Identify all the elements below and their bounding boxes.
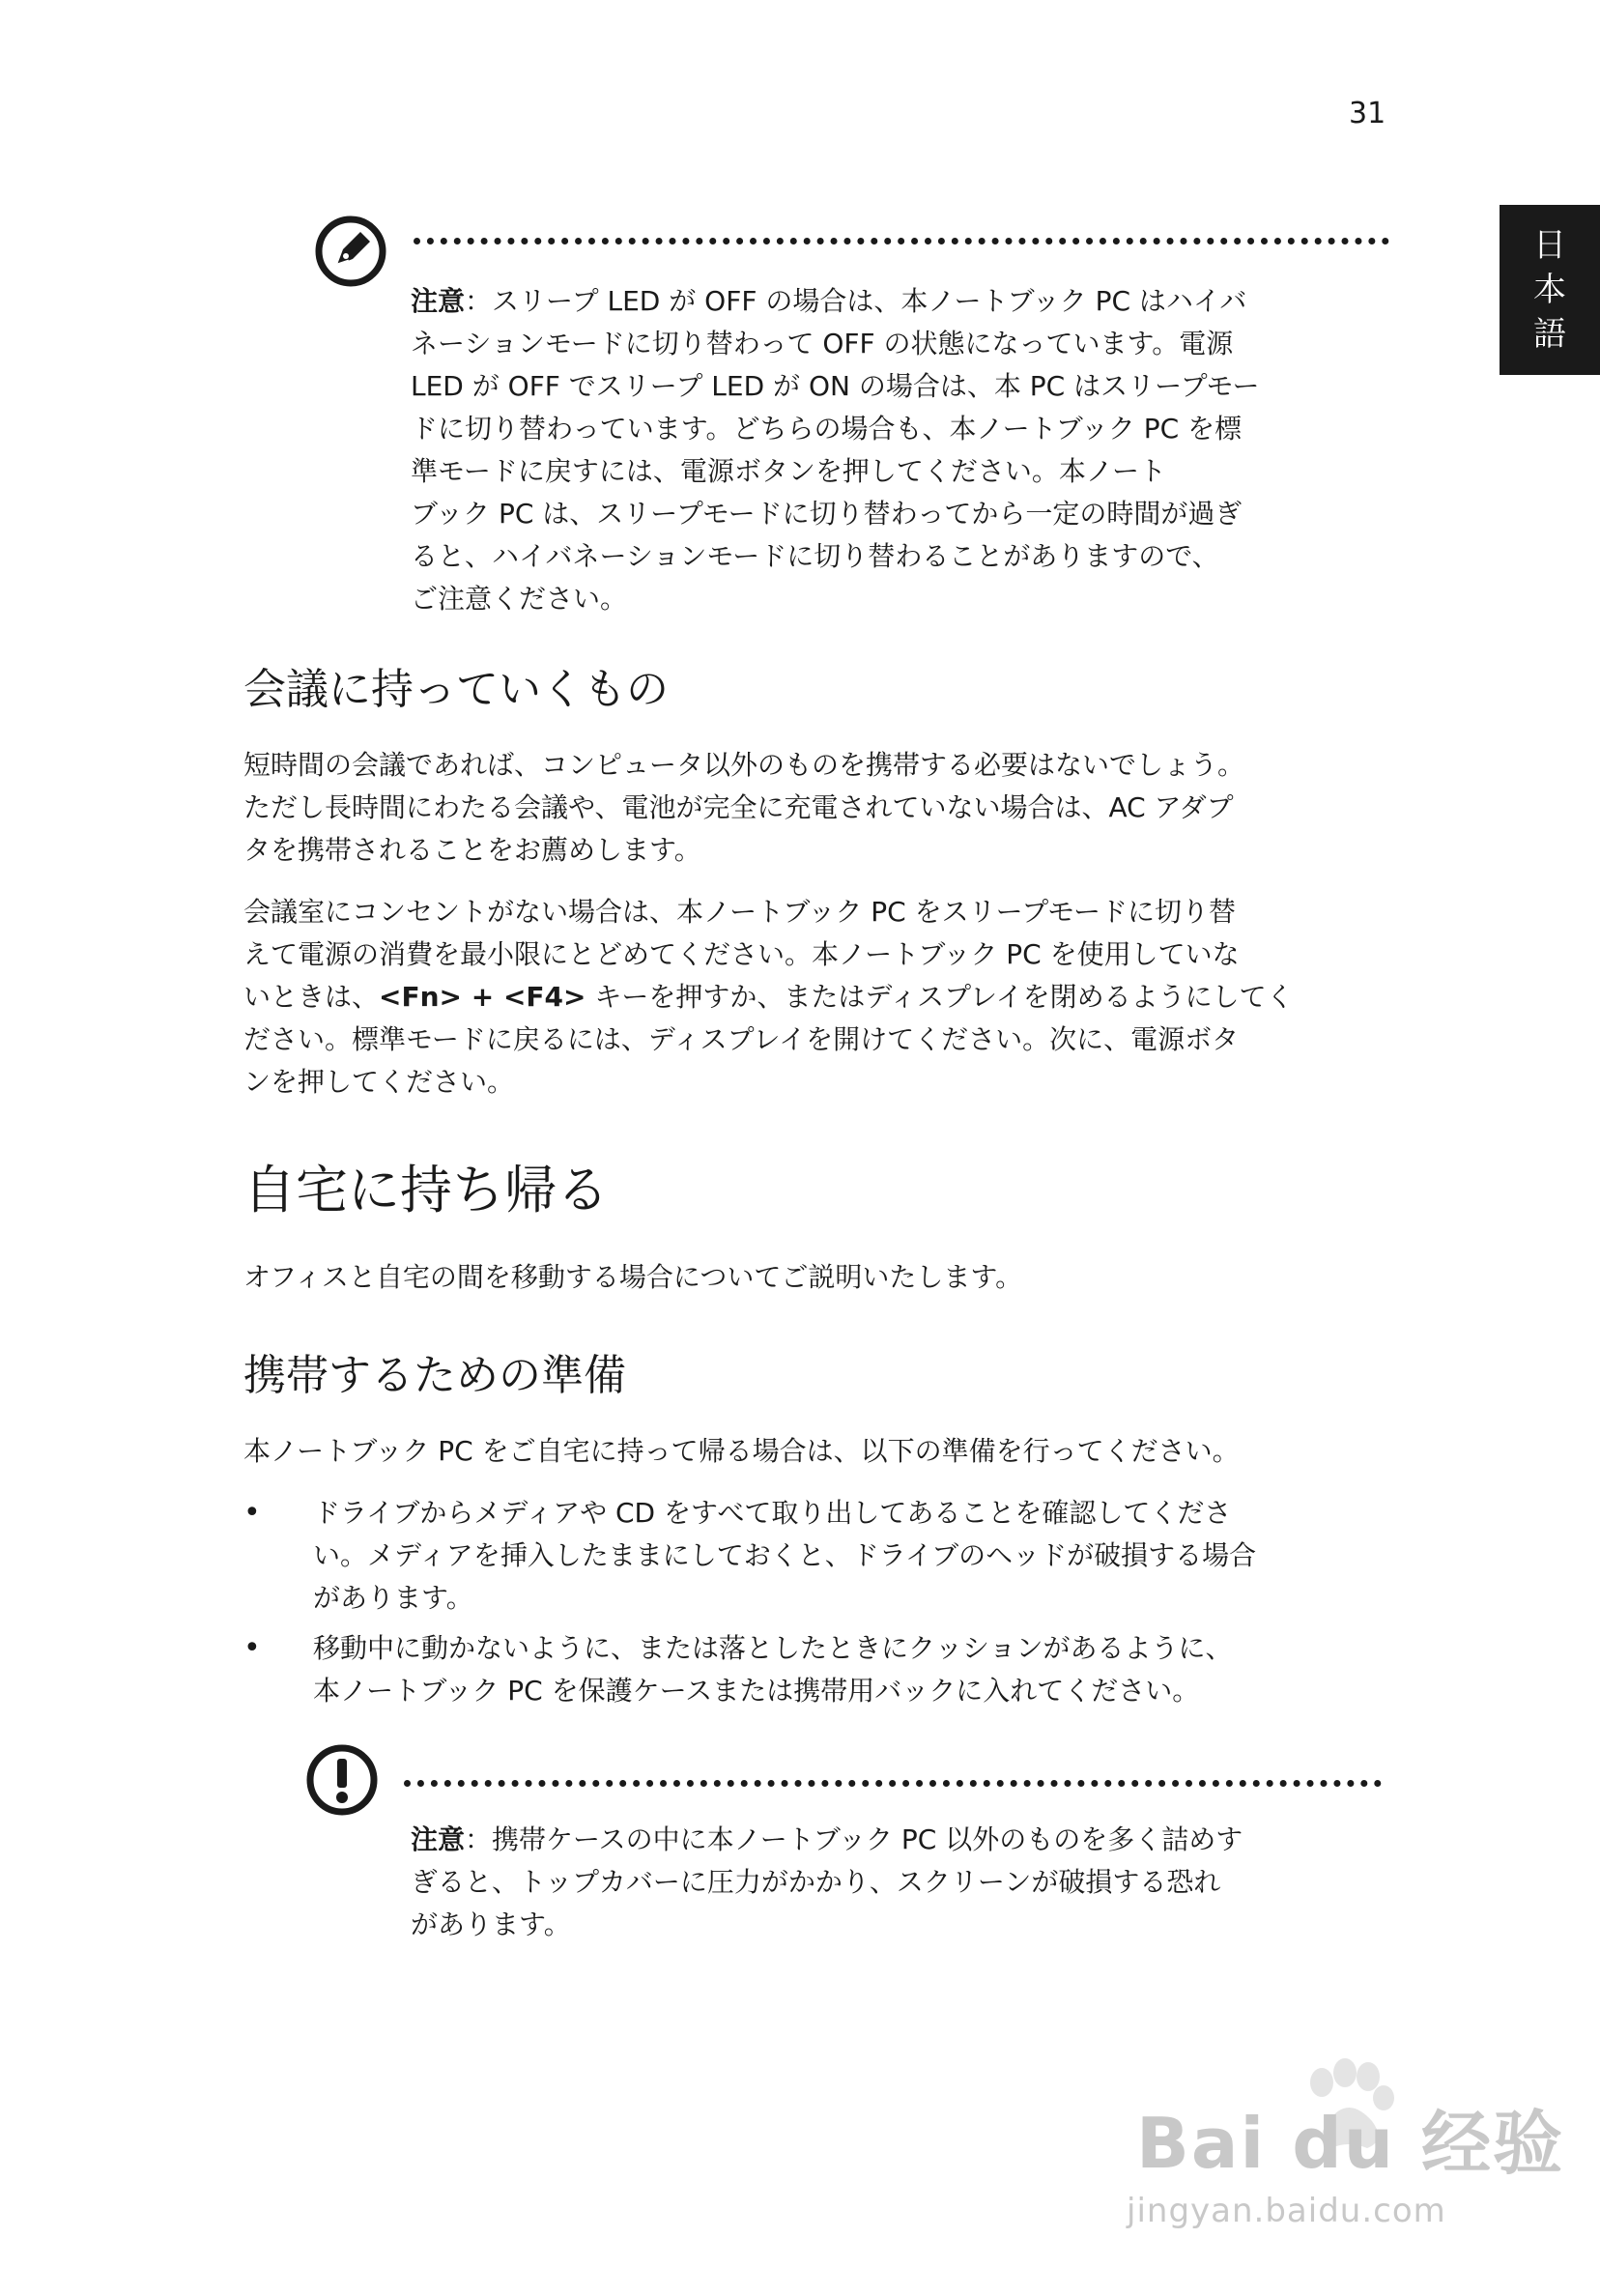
text-line: ださい。標準モードに戻るには、ディスプレイを開けてください。次に、電源ボタ xyxy=(243,1023,1240,1055)
language-tab xyxy=(1500,205,1600,375)
section-heading: 携帯するための準備 xyxy=(243,1351,626,1400)
note-text xyxy=(411,1819,1406,1946)
watermark-text: Bai du 经验 xyxy=(1136,2103,1565,2184)
language-tab-char: 日 xyxy=(1533,226,1566,265)
language-tab-char: 語 xyxy=(1533,315,1566,354)
note-label: 注意 xyxy=(411,1823,466,1855)
note-line: ると、ハイバネーションモードに切り替わることがありますので、 xyxy=(411,540,1219,572)
text-line: 会議室にコンセントがない場合は、本ノートブック PC をスリープモードに切り替 xyxy=(243,896,1236,928)
paragraph: オフィスと自宅の間を移動する場合についてご説明いたします。 xyxy=(243,1261,1023,1293)
note-text xyxy=(411,280,1406,620)
bullet-item xyxy=(313,1627,1414,1712)
text-line: ただし長時間にわたる会議や、電池が完全に充電されていない場合は、AC アダプ xyxy=(243,791,1234,823)
note-divider xyxy=(404,1780,1382,1787)
section-heading: 会議に持っていくもの xyxy=(243,665,669,714)
note-line: ：スリープ LED が OFF の場合は、本ノートブック PC はハイバ xyxy=(465,285,1247,317)
note-label: 注意 xyxy=(411,285,466,317)
exclamation-warning-icon xyxy=(305,1743,379,1817)
note-line: 準モードに戻すには、電源ボタンを押してください。本ノート xyxy=(411,455,1167,487)
text-line: 本ノートブック PC を保護ケースまたは携帯用バックに入れてください。 xyxy=(313,1675,1200,1707)
pencil-note-icon xyxy=(314,215,387,288)
note-line: ぎると、トップカバーに圧力がかかり、スクリーンが破損する恐れ xyxy=(411,1866,1221,1898)
language-tab-char: 本 xyxy=(1533,271,1566,309)
text-line: ドライブからメディアや CD をすべて取り出してあることを確認してくださ xyxy=(313,1497,1232,1529)
paragraph xyxy=(243,744,1413,872)
note-line: LED が OFF でスリープ LED が ON の場合は、本 PC はスリープモー xyxy=(411,370,1260,402)
page-number: 31 xyxy=(1349,97,1386,130)
text-line: ンを押してください。 xyxy=(243,1066,515,1098)
note-line: ネーションモードに切り替わって OFF の状態になっています。電源 xyxy=(411,328,1234,359)
text-line: いときは、 xyxy=(243,981,380,1013)
note-line: ご注意ください。 xyxy=(411,583,628,615)
note-divider xyxy=(414,238,1389,244)
text-line: があります。 xyxy=(313,1582,473,1614)
bullet-item xyxy=(313,1492,1414,1620)
bullet-dot: • xyxy=(243,1496,261,1530)
text-line: キーを押すか、またはディスプレイを閉めるようにしてく xyxy=(586,981,1294,1013)
watermark-url: jingyan.baidu.com xyxy=(1127,2192,1446,2230)
bullet-dot: • xyxy=(243,1631,261,1665)
text-line: えて電源の消費を最小限にとどめてください。本ノートブック PC を使用していな xyxy=(243,938,1240,970)
text-line: 短時間の会議であれば、コンピュータ以外のものを携帯する必要はないでしょう。 xyxy=(243,749,1245,781)
text-line: タを携帯されることをお薦めします。 xyxy=(243,834,701,866)
key-combo: <Fn> + <F4> xyxy=(379,981,586,1013)
note-line: ブック PC は、スリープモードに切り替わってから一定の時間が過ぎ xyxy=(411,498,1243,530)
paragraph: 本ノートブック PC をご自宅に持って帰る場合は、以下の準備を行ってください。 xyxy=(243,1435,1240,1467)
paragraph xyxy=(243,891,1413,1104)
note-line: ：携帯ケースの中に本ノートブック PC 以外のものを多く詰めす xyxy=(465,1823,1243,1855)
note-line: ドに切り替わっています。どちらの場合も、本ノートブック PC を標 xyxy=(411,413,1243,445)
text-line: い。メディアを挿入したままにしておくと、ドライブのヘッドが破損する場合 xyxy=(313,1539,1257,1571)
chapter-heading: 自宅に持ち帰る xyxy=(243,1160,609,1220)
note-line: があります。 xyxy=(411,1909,571,1940)
text-line: 移動中に動かないように、または落としたときにクッションがあるように、 xyxy=(313,1632,1233,1664)
